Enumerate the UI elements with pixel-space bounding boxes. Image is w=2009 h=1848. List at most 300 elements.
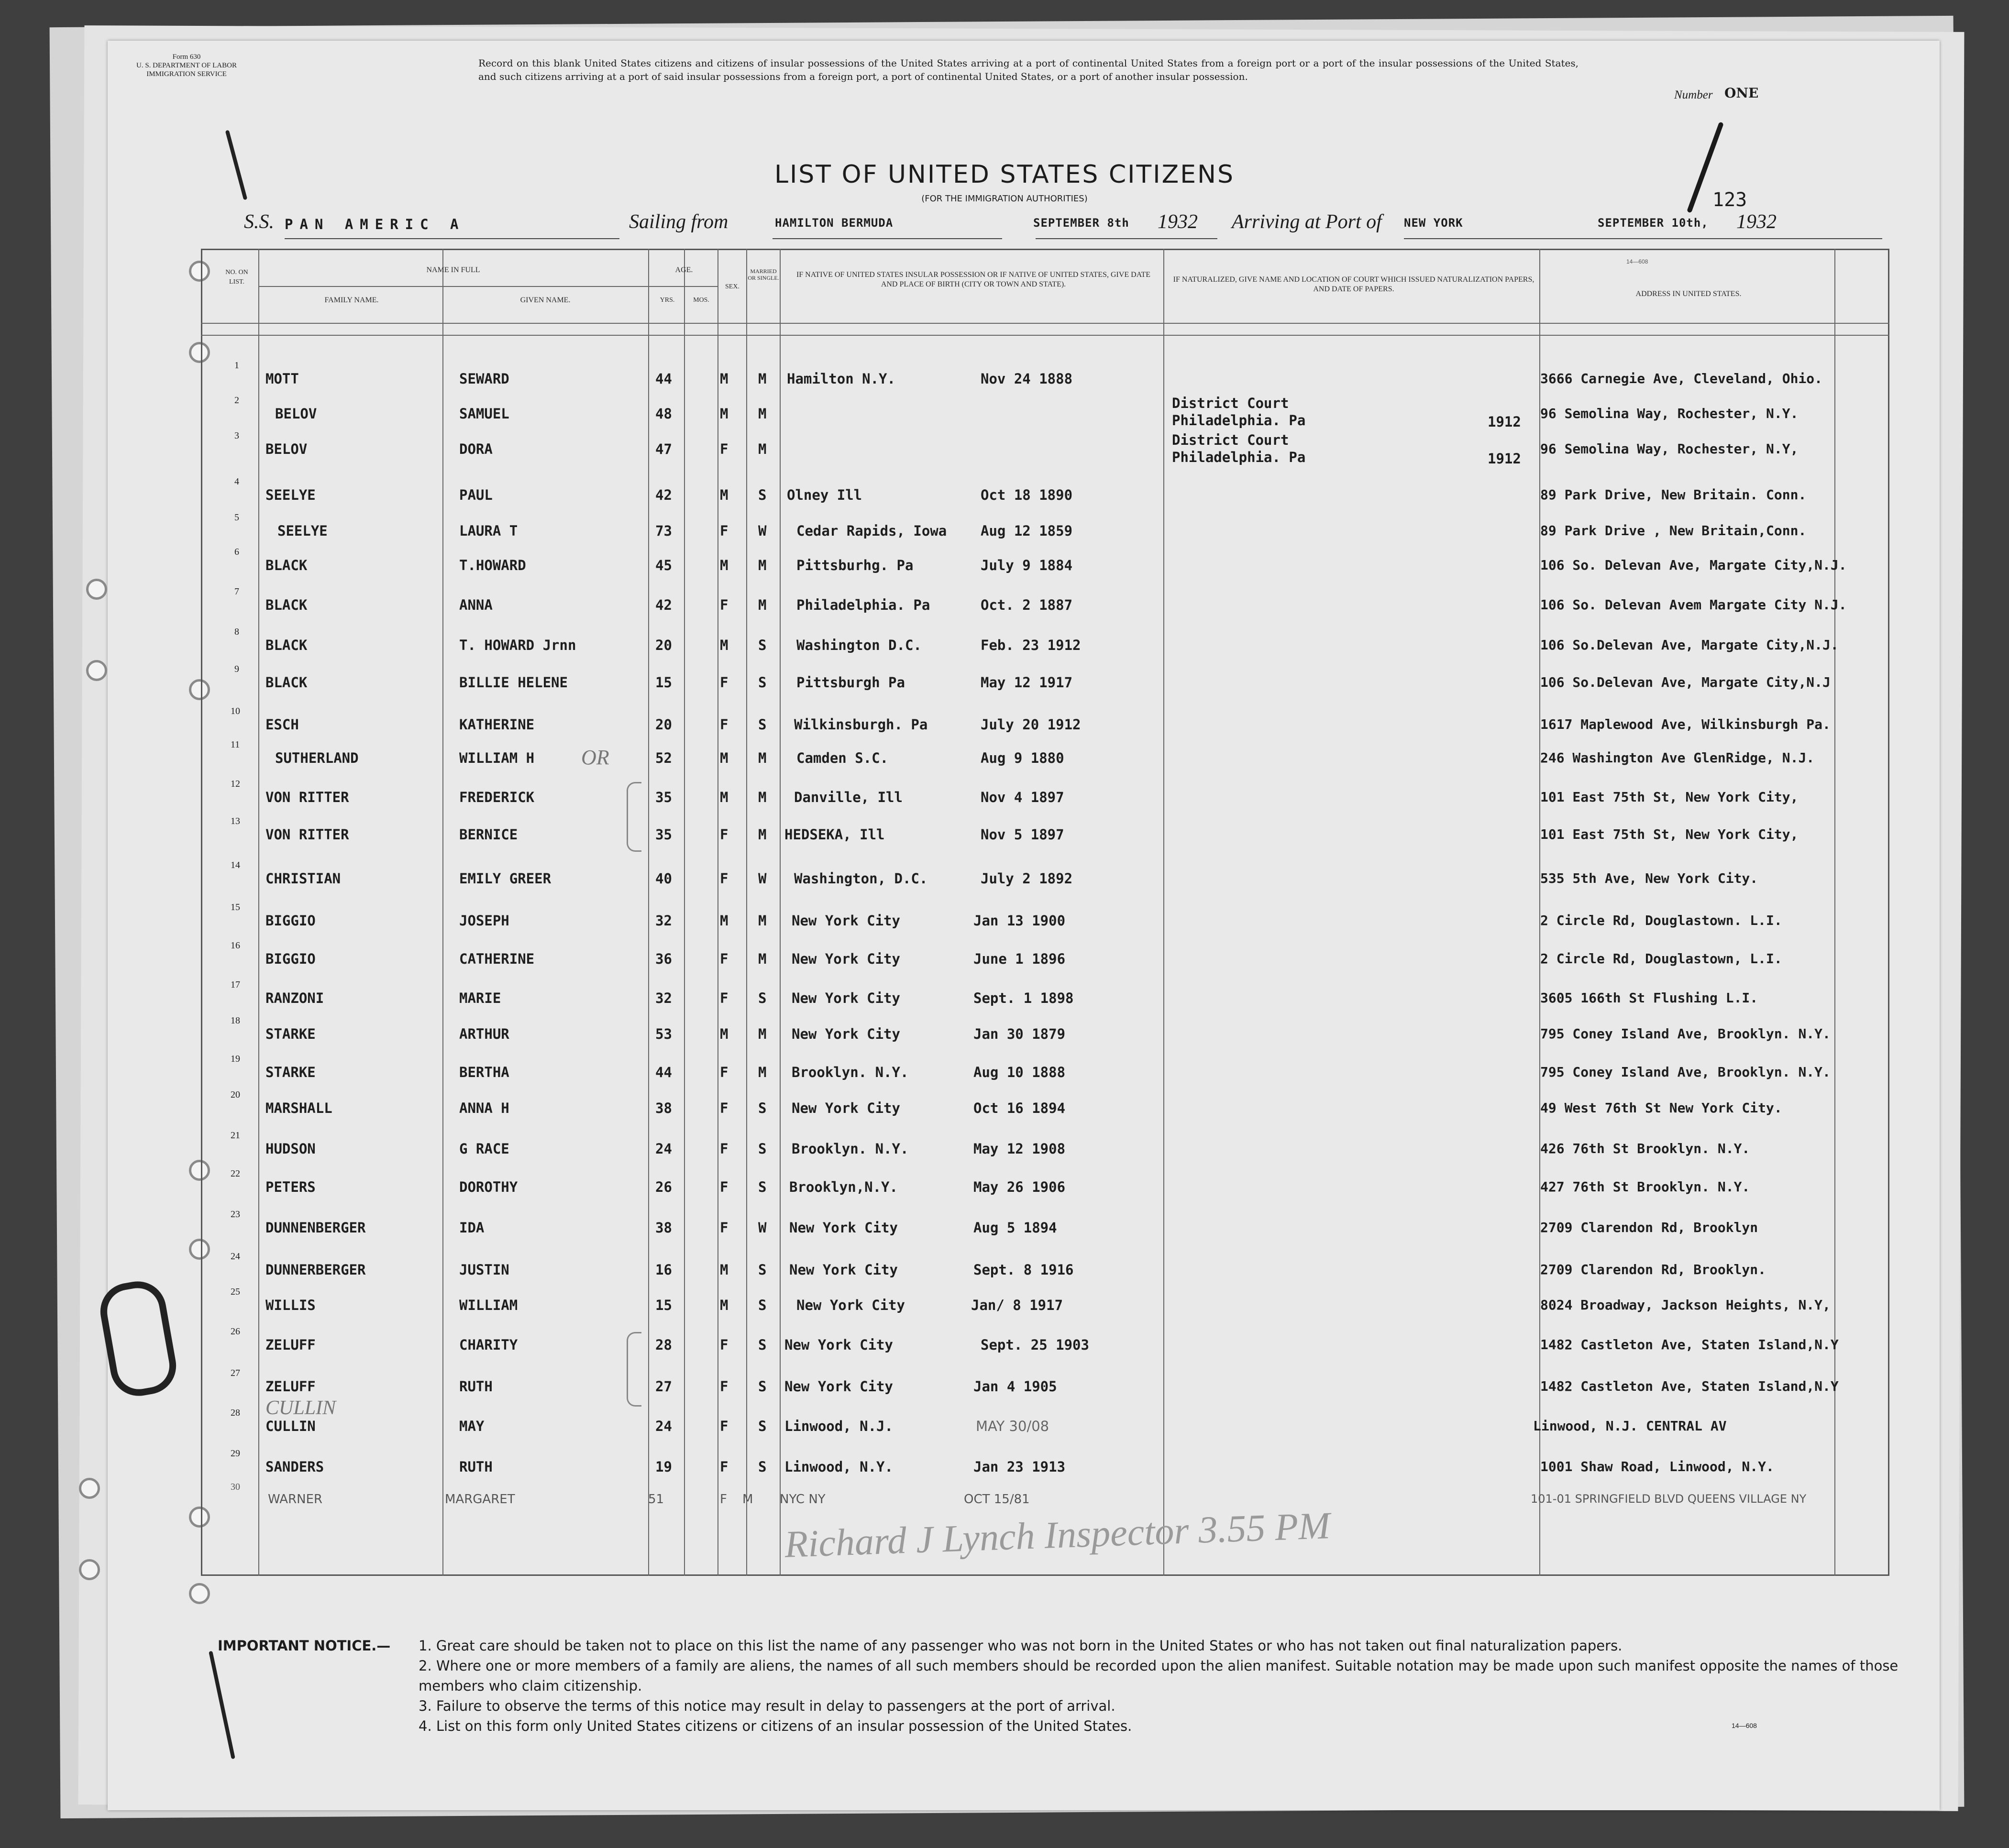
us-address: 1001 Shaw Road, Linwood, N.Y. [1540,1459,1774,1474]
us-address: 535 5th Ave, New York City. [1540,870,1758,886]
table-row [0,360,2009,399]
birth-place: New York City [796,1297,905,1313]
row-number: 18 [231,1015,240,1026]
table-row [0,1287,2009,1326]
given-name: DOROTHY [459,1179,518,1195]
blank-underline [285,238,619,239]
table-row [0,664,2009,703]
sex: M [720,1262,729,1278]
sex: M [720,750,729,766]
header-birth: IF NATIVE OF UNITED STATES INSULAR POSSESSION OR IF NATIVE OF UNITED STATES, GIVE DATE AND PLACE OF BIRTH (CITY OR TOWN AND STATE). [796,271,1151,288]
ss-label: S.S. [244,211,274,233]
header-given-name: GIVEN NAME. [520,296,571,304]
family-name: BLACK [265,557,308,573]
birth-place: HEDSEKA, Ill [784,826,885,843]
blank-underline [1593,238,1827,239]
us-address: 101 East 75th St, New York City, [1540,826,1799,842]
birth-place: Cedar Rapids, Iowa [796,523,947,539]
us-address: 2 Circle Rd, Douglastown, L.I. [1540,951,1782,967]
family-name: SUTHERLAND [275,750,359,766]
age-years: 24 [655,1418,672,1434]
birth-date: Jan 4 1905 [973,1378,1057,1395]
header-family-name: FAMILY NAME. [324,296,379,304]
birth-date: Sept. 8 1916 [973,1262,1074,1278]
us-address: 2709 Clarendon Rd, Brooklyn. [1540,1262,1766,1277]
row-number: 10 [231,706,240,716]
page-subtitle: (FOR THE IMMIGRATION AUTHORITIES) [921,194,1088,204]
marital-status: M [758,750,767,766]
table-row [0,1408,2009,1447]
ship-name: PAN AMERIC A [285,216,465,232]
row-number: 29 [231,1448,240,1459]
birth-place: New York City [792,1026,900,1042]
birth-date: Jan 13 1900 [973,913,1066,929]
row-number: 7 [234,586,239,597]
us-address: 1482 Castleton Ave, Staten Island,N.Y [1540,1337,1839,1353]
table-row [0,1015,2009,1055]
family-name: HUDSON [265,1141,316,1157]
age-years: 15 [655,674,672,691]
us-address: 1617 Maplewood Ave, Wilkinsburgh Pa. [1540,716,1831,732]
form-identifier [86,53,287,78]
voyage-line [244,210,1870,239]
birth-date: Aug 12 1859 [981,523,1073,539]
given-name: SEWARD [459,371,509,387]
family-name: BLACK [265,674,308,691]
row-number: 3 [234,430,239,441]
table-row [0,547,2009,586]
given-name: MAY [459,1418,485,1434]
us-address: 106 So. Delevan Avem Margate City N.J. [1540,597,1847,613]
age-years: 20 [655,637,672,653]
family-name: BLACK [265,637,308,653]
row-number: 17 [231,979,240,990]
family-name: DUNNENBERGER [265,1220,366,1236]
sex: F [720,716,729,733]
header-naturalized: IF NATURALIZED, GIVE NAME AND LOCATION OF COURT WHICH ISSUED NATURALIZATION PAPERS, AND DATE OF PAPERS. [1173,275,1534,293]
birth-date: Oct 18 1890 [981,487,1073,503]
table-row [0,940,2009,979]
given-name: RUTH [459,1459,493,1475]
given-name: BILLIE HELENE [459,674,568,691]
sex: M [720,406,729,422]
birth-place: Linwood, N.Y. [784,1459,893,1475]
sailing-port: HAMILTON BERMUDA [775,216,894,230]
age-years: 47 [655,441,672,457]
notice-item: 3. Failure to observe the terms of this notice may result in delay to passengers at the port of arrival. [419,1698,1115,1714]
age-years: 38 [655,1100,672,1116]
age-years: 52 [655,750,672,766]
birth-place: New York City [789,1262,898,1278]
family-name: MOTT [265,371,299,387]
given-name: WILLIAM [459,1297,518,1313]
header-mos: MOS. [693,297,709,304]
given-name: BERTHA [459,1064,509,1080]
birth-place: New York City [792,913,900,929]
arriving-label: Arriving at Port of [1232,211,1382,233]
us-address: 1482 Castleton Ave, Staten Island,N.Y [1540,1378,1839,1394]
family-name: PETERS [265,1179,316,1195]
header-yrs: YRS. [660,297,675,304]
arrival-year: 1932 [1736,211,1777,233]
marital-status: S [758,1141,767,1157]
header-name-in-full: NAME IN FULL [426,266,480,274]
court-location: Philadelphia. Pa [1172,412,1306,429]
birth-place: Danville, Ill [794,789,903,805]
birth-date: July 2 1892 [981,870,1073,887]
given-name: IDA [459,1220,485,1236]
marital-status: M [742,1492,753,1507]
marital-status: M [758,826,767,843]
family-name: VON RITTER [265,789,349,805]
birth-place: Brooklyn. N.Y. [792,1064,909,1080]
naturalization-entry [1172,431,1305,466]
birth-date: July 9 1884 [981,557,1073,573]
row-number: 6 [234,547,239,557]
age-years: 48 [655,406,672,422]
family-name: MARSHALL [265,1100,332,1116]
age-years: 24 [655,1141,672,1157]
family-name: DUNNERBERGER [265,1262,366,1278]
page-number: 123 [1712,189,1747,211]
family-name: RANZONI [265,990,324,1006]
row-number: 24 [231,1251,240,1262]
family-name: ZELUFF [265,1378,316,1395]
sailing-date: SEPTEMBER 8th [1033,216,1129,230]
marital-status: S [758,487,767,503]
age-years: 42 [655,487,672,503]
age-years: 44 [655,371,672,387]
given-name: MARGARET [445,1492,515,1507]
sex: F [720,1141,729,1157]
sex: F [720,951,729,967]
us-address: 3666 Carnegie Ave, Cleveland, Ohio. [1540,371,1823,386]
header-rule [201,323,1889,324]
row-number: 5 [234,512,239,523]
table-row [0,1130,2009,1169]
birth-date: Nov 24 1888 [981,371,1073,387]
marital-status: M [758,951,767,967]
marital-status: M [758,1064,767,1080]
us-address: 795 Coney Island Ave, Brooklyn. N.Y. [1540,1064,1831,1080]
sex: F [720,523,729,539]
birth-place: Washington D.C. [796,637,922,653]
row-number: 14 [231,860,240,870]
birth-date: Jan 23 1913 [973,1459,1066,1475]
given-name: LAURA T [459,523,518,539]
table-row [0,779,2009,818]
family-name: VON RITTER [265,826,349,843]
form-number: Form 630 [172,53,201,61]
us-address: 96 Semolina Way, Rochester, N.Y, [1540,441,1799,457]
table-row [0,476,2009,516]
row-number: 1 [234,360,239,371]
marital-status: M [758,371,767,387]
family-name: BIGGIO [265,913,316,929]
birth-place: Hamilton N.Y. [787,371,895,387]
table-row [0,706,2009,745]
given-name: DORA [459,441,493,457]
us-address: 106 So.Delevan Ave, Margate City,N.J. [1540,637,1839,653]
sex: F [720,441,729,457]
row-number: 25 [231,1287,240,1297]
us-address: 49 West 76th St New York City. [1540,1100,1782,1116]
birth-place: New York City [792,990,900,1006]
row-number: 27 [231,1368,240,1378]
table-row [0,860,2009,899]
sex: F [720,674,729,691]
birth-date: Oct 16 1894 [973,1100,1066,1116]
age-years: 26 [655,1179,672,1195]
family-name: ESCH [265,716,299,733]
us-address: 101 East 75th St, New York City, [1540,789,1799,805]
birth-date: MAY 30/08 [976,1418,1049,1434]
birth-date: May 12 1917 [981,674,1073,691]
age-years: 27 [655,1378,672,1395]
form-code: 14—608 [1626,258,1648,265]
birth-place: Washington, D.C. [794,870,928,887]
marital-status: M [758,913,767,929]
arrival-date: SEPTEMBER 10th, [1598,216,1709,230]
department: U. S. DEPARTMENT OF LABOR [136,62,237,69]
birth-date: Sept. 1 1898 [973,990,1074,1006]
marital-status: S [758,1100,767,1116]
family-bracket [627,782,641,852]
row-number: 20 [231,1089,240,1100]
sex: M [720,1297,729,1313]
table-row [0,979,2009,1019]
table-row [0,627,2009,666]
table-row [0,1448,2009,1487]
given-name: PAUL [459,487,493,503]
page-title: LIST OF UNITED STATES CITIZENS [774,160,1235,189]
birth-date: Aug 10 1888 [973,1064,1066,1080]
given-name: T.HOWARD [459,557,526,573]
marital-status: S [758,1459,767,1475]
marital-status: M [758,441,767,457]
given-name: ANNA [459,597,493,613]
form-code: 14—608 [1732,1722,1757,1729]
sex: F [720,1492,727,1507]
birth-date: May 12 1908 [973,1141,1066,1157]
age-years: 35 [655,789,672,805]
marital-status: S [758,637,767,653]
marital-status: W [758,523,767,539]
or-annotation: OR [581,746,609,769]
number-value: ONE [1724,85,1759,101]
marital-status: M [758,789,767,805]
sailing-year: 1932 [1158,211,1198,233]
us-address: Linwood, N.J. CENTRAL AV [1533,1418,1727,1434]
notice-text: 1. Great care should be taken not to place on this list the name of any passenger who was not born in the United States or who has not taken out final naturalization papers. [419,1638,1623,1654]
age-years: 35 [655,826,672,843]
age-years: 42 [655,597,672,613]
notice-item [218,1636,1921,1656]
court-location: Philadelphia. Pa [1172,449,1306,465]
marital-status: S [758,674,767,691]
age-years: 44 [655,1064,672,1080]
family-name: SEELYE [277,523,328,539]
marital-status: S [758,1179,767,1195]
row-number: 26 [231,1326,240,1337]
birth-date: June 1 1896 [973,951,1066,967]
naturalization-entry [1172,395,1305,429]
family-name: WILLIS [265,1297,316,1313]
us-address: 106 So.Delevan Ave, Margate City,N.J [1540,674,1831,690]
inspector-signature: Richard J Lynch Inspector 3.55 PM [784,1505,1331,1566]
sex: F [720,1220,729,1236]
family-name: BLACK [265,597,308,613]
row-number: 19 [231,1054,240,1064]
table-row [0,1168,2009,1208]
blank-underline [773,238,1002,239]
row-number: 8 [234,627,239,637]
table-row [0,512,2009,551]
marital-status: S [758,1337,767,1353]
family-name: BELOV [265,441,308,457]
given-name: SAMUEL [459,406,509,422]
given-name: BERNICE [459,826,518,843]
birth-date: Nov 4 1897 [981,789,1064,805]
sex: M [720,637,729,653]
given-name: CHARITY [459,1337,518,1353]
notice-item: 4. List on this form only United States citizens or citizens of an insular possession of the United States. [419,1718,1132,1734]
birth-place: Pittsburgh Pa [796,674,905,691]
row-number: 28 [231,1408,240,1418]
court-name: District Court [1172,395,1289,411]
row-number: 23 [231,1209,240,1220]
given-name: ARTHUR [459,1026,509,1042]
age-years: 16 [655,1262,672,1278]
age-years: 40 [655,870,672,887]
sex: M [720,371,729,387]
us-address: 3605 166th St Flushing L.I. [1540,990,1758,1006]
sex: F [720,1100,729,1116]
row-number: 30 [231,1482,240,1492]
us-address: 2 Circle Rd, Douglastown. L.I. [1540,913,1782,928]
age-years: 28 [655,1337,672,1353]
age-years: 73 [655,523,672,539]
important-notice [218,1636,1921,1736]
given-name: G RACE [459,1141,509,1157]
marital-status: M [758,597,767,613]
row-number: 4 [234,476,239,487]
us-address: 106 So. Delevan Ave, Margate City,N.J. [1540,557,1847,573]
birth-date: Oct. 2 1887 [981,597,1073,613]
given-name: WILLIAM H [459,750,535,766]
birth-place: Brooklyn,N.Y. [789,1179,898,1195]
marital-status: S [758,1378,767,1395]
table-row [0,1326,2009,1365]
blank-underline [1036,238,1217,239]
age-years: 51 [648,1492,664,1507]
birth-date: Jan 30 1879 [973,1026,1066,1042]
given-name: FREDERICK [459,789,535,805]
given-name: EMILY GREER [459,870,552,887]
birth-date: Sept. 25 1903 [981,1337,1089,1353]
us-address: 8024 Broadway, Jackson Heights, N.Y, [1540,1297,1831,1313]
sex: F [720,1459,729,1475]
family-name: WARNER [268,1492,323,1507]
sex: M [720,913,729,929]
us-address: 427 76th St Brooklyn. N.Y. [1540,1179,1750,1195]
row-number: 13 [231,816,240,826]
age-years: 32 [655,990,672,1006]
header-sex: SEX. [725,283,740,290]
family-name: CULLIN [265,1418,316,1434]
given-name: CATHERINE [459,951,535,967]
sex: F [720,597,729,613]
family-bracket [627,1332,641,1407]
given-name: RUTH [459,1378,493,1395]
header-rule [201,335,1889,336]
marital-status: S [758,1418,767,1434]
age-years: 36 [655,951,672,967]
sex: M [720,1026,729,1042]
birth-date: Feb. 23 1912 [981,637,1081,653]
birth-date: May 26 1906 [973,1179,1066,1195]
service: IMMIGRATION SERVICE [146,70,227,78]
birth-place: New York City [792,951,900,967]
family-name: STARKE [265,1064,316,1080]
header-address: ADDRESS IN UNITED STATES. [1635,290,1742,298]
table-row [0,1089,2009,1129]
table-row [0,739,2009,779]
marital-status: M [758,557,767,573]
sex: F [720,826,729,843]
sex: F [720,1378,729,1395]
marital-status: M [758,406,767,422]
us-address: 2709 Clarendon Rd, Brooklyn [1540,1220,1758,1235]
age-years: 20 [655,716,672,733]
birth-place: Brooklyn. N.Y. [792,1141,909,1157]
us-address: 96 Semolina Way, Rochester, N.Y. [1540,406,1799,421]
notice-item: 2. Where one or more members of a family are aliens, the names of all such members should be recorded upon the alien manifest. Suitable notation may be made upon such manifest opposite the names of those members who claim citizenship. [419,1658,1899,1694]
marital-status: W [758,1220,767,1236]
birth-place: Olney Ill [787,487,862,503]
birth-date: Jan/ 8 1917 [971,1297,1063,1313]
birth-place: Pittsburhg. Pa [796,557,914,573]
birth-place: Linwood, N.J. [784,1418,893,1434]
birth-place: New York City [789,1220,898,1236]
given-name: ANNA H [459,1100,509,1116]
sailing-label: Sailing from [629,211,729,233]
family-name: SEELYE [265,487,316,503]
header-age: AGE. [675,266,693,274]
table-row [0,1209,2009,1248]
age-years: 53 [655,1026,672,1042]
given-name: KATHERINE [459,716,535,733]
table-row [0,1251,2009,1290]
age-years: 19 [655,1459,672,1475]
birth-date: Aug 5 1894 [973,1220,1057,1236]
sex: F [720,870,729,887]
row-number: 9 [234,664,239,674]
given-name: T. HOWARD Jrnn [459,637,576,653]
birth-place: Philadelphia. Pa [796,597,930,613]
family-name: STARKE [265,1026,316,1042]
family-name: ZELUFF [265,1337,316,1353]
row-number: 12 [231,779,240,789]
us-address: 246 Washington Ave GlenRidge, N.J. [1540,750,1815,766]
marital-status: S [758,990,767,1006]
naturalization-year: 1912 [1488,414,1521,430]
us-address: 795 Coney Island Ave, Brooklyn. N.Y. [1540,1026,1831,1042]
marital-status: S [758,1262,767,1278]
table-row [0,586,2009,626]
family-name: BIGGIO [265,951,316,967]
table-row [0,1054,2009,1093]
